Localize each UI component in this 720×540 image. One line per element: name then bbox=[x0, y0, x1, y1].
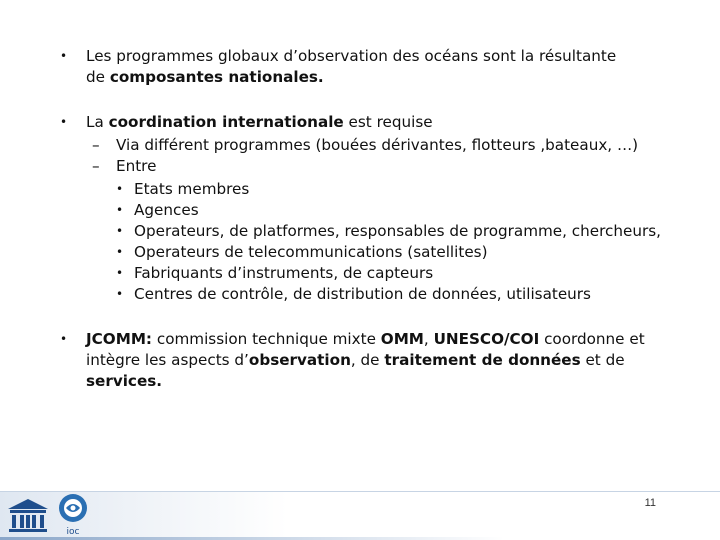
bullet-item-jcomm bbox=[56, 329, 666, 392]
entre-list bbox=[116, 179, 666, 305]
bullet-dot-icon: • bbox=[116, 203, 124, 217]
page-number: 11 bbox=[644, 497, 656, 509]
sub-item-entre bbox=[86, 156, 666, 305]
bullet-dot-icon: • bbox=[116, 182, 124, 196]
bullet-text-bold: composantes nationales. bbox=[109, 68, 324, 86]
dash-icon: – bbox=[92, 157, 100, 175]
sub-item-text: Entre bbox=[116, 157, 157, 175]
list-item-text: Centres de contrôle, de distribution de données, utilisateurs bbox=[134, 285, 591, 303]
sub-item-programmes bbox=[86, 135, 666, 156]
bullet-text: commission technique mixte bbox=[152, 330, 381, 348]
sub-list bbox=[86, 135, 666, 305]
bullet-dot-icon: • bbox=[116, 287, 124, 301]
list-item bbox=[116, 284, 666, 305]
list-item bbox=[116, 221, 666, 242]
bullet-text-bold: coordination internationale bbox=[108, 113, 344, 131]
list-item-text: Operateurs, de platformes, responsables de programme, chercheurs, bbox=[134, 222, 661, 240]
list-item-text: Operateurs de telecommunications (satellites) bbox=[134, 243, 488, 261]
bullet-text: , bbox=[423, 330, 434, 348]
list-item-text: Etats membres bbox=[134, 180, 250, 198]
bullet-dot-icon: • bbox=[116, 245, 124, 259]
list-item bbox=[116, 263, 666, 284]
bullet-text: de bbox=[86, 68, 110, 86]
bullet-text: et de bbox=[580, 351, 625, 369]
sub-item-text: Via différent programmes (bouées dérivantes, flotteurs ,bateaux, …) bbox=[116, 136, 639, 154]
bullet-text: Les programmes globaux d’observation des océans sont la résultante bbox=[86, 47, 617, 65]
bullet-text: coordonne et intègre les aspects d’ bbox=[86, 330, 645, 369]
bullet-item-coordination bbox=[56, 112, 666, 305]
bullet-item-programmes bbox=[56, 46, 666, 88]
bullet-dot-icon: • bbox=[116, 266, 124, 280]
bullet-text-bold: OMM bbox=[380, 330, 424, 348]
bullet-text: La bbox=[86, 113, 109, 131]
bullet-text-bold: UNESCO/COI bbox=[433, 330, 540, 348]
list-item bbox=[116, 179, 666, 200]
dash-icon: – bbox=[92, 136, 100, 154]
ioc-label: ioc bbox=[66, 527, 80, 537]
bullet-text: est requise bbox=[343, 113, 433, 131]
list-item bbox=[116, 200, 666, 221]
list-item bbox=[116, 242, 666, 263]
unesco-logo-icon bbox=[4, 496, 52, 536]
list-item-text: Agences bbox=[134, 201, 199, 219]
bullet-list bbox=[56, 46, 666, 392]
list-item-text: Fabriquants d’instruments, de capteurs bbox=[134, 264, 434, 282]
bullet-dot-icon: • bbox=[60, 49, 68, 63]
footer-band bbox=[0, 491, 720, 540]
bullet-text-bold: observation bbox=[248, 351, 351, 369]
bullet-text: , de bbox=[350, 351, 385, 369]
bullet-dot-icon: • bbox=[60, 115, 68, 129]
bullet-text-bold: JCOMM: bbox=[86, 330, 153, 348]
ioc-logo-icon bbox=[54, 492, 92, 538]
bullet-dot-icon: • bbox=[116, 224, 124, 238]
bullet-text-bold: traitement de données bbox=[384, 351, 581, 369]
bullet-text-bold: services. bbox=[86, 372, 163, 390]
bullet-dot-icon: • bbox=[60, 332, 68, 346]
